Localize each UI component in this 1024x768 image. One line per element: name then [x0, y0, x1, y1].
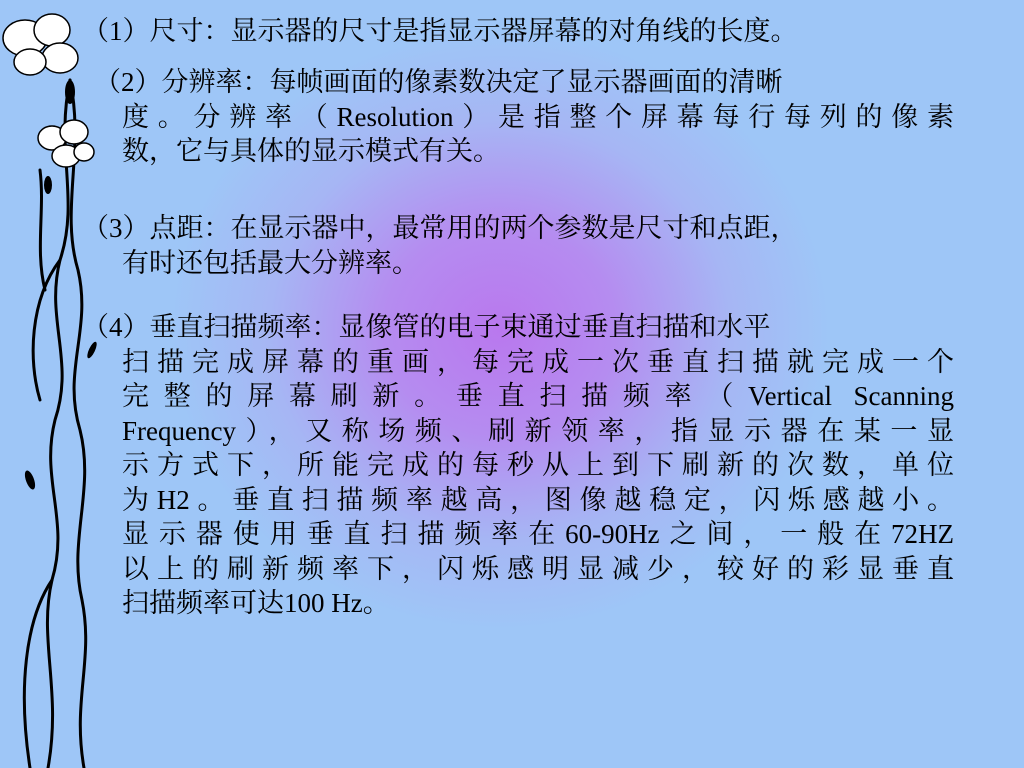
paragraph-2 [82, 65, 954, 169]
flower-icon [3, 14, 78, 75]
paragraph-3 [82, 211, 954, 280]
text-line: 有时还包括最大分辨率。 [122, 247, 419, 278]
text-line: 扫描频率可达100 Hz。 [122, 588, 390, 618]
text-line: （4）垂直扫描频率：显像管的电子束通过垂直扫描和水平 [82, 312, 771, 342]
text-line: 度。分辨率（Resolution）是指整个屏幕每行每列的像素 [122, 101, 954, 132]
text-line: Frequency），又称场频、刷新领率，指显示器在某一显 [122, 415, 954, 446]
text-line: 示方式下，所能完成的每秒从上到下刷新的次数，单位 [122, 450, 954, 480]
text-line: 数，它与具体的显示模式有关。 [122, 136, 500, 166]
text-line: 以上的刷新频率下，闪烁感明显减少，较好的彩显垂直 [122, 553, 954, 584]
text-line: （2）分辨率：每帧画面的像素数决定了显示器画面的清晰 [94, 67, 783, 97]
paragraph-1 [82, 14, 954, 49]
text-line: （3）点距：在显示器中，最常用的两个参数是尺寸和点距， [82, 213, 798, 243]
text-line: 显示器使用垂直扫描频率在60-90Hz之间，一般在72HZ [122, 519, 954, 549]
text-line: 完整的屏幕刷新。垂直扫描频率（Vertical Scanning [122, 381, 954, 411]
text-line: （1）尺寸：显示器的尺寸是指显示器屏幕的对角线的长度。 [82, 16, 798, 46]
paragraph-4 [82, 310, 954, 621]
text-line: 扫描完成屏幕的重画，每完成一次垂直扫描就完成一个 [122, 346, 954, 377]
text-line: 为H2。垂直扫描频率越高，图像越稳定，闪烁感越小。 [122, 484, 954, 515]
